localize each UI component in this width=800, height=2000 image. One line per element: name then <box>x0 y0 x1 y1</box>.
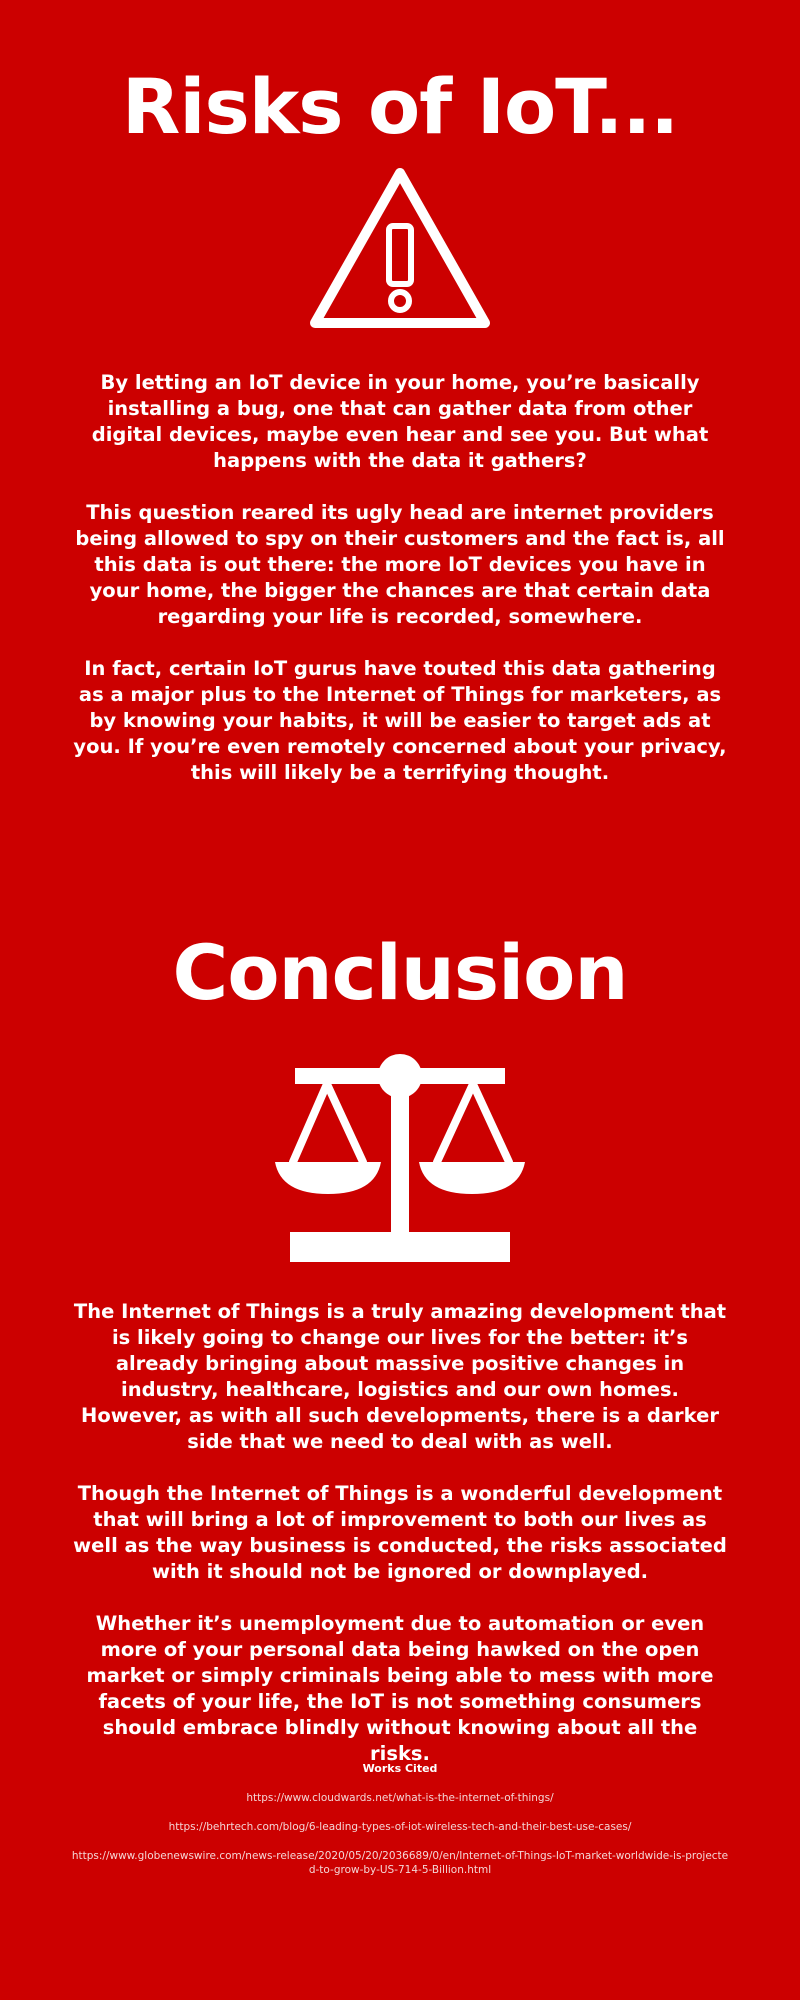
scale-icon <box>275 1052 525 1266</box>
citation-link[interactable]: https://www.cloudwards.net/what-is-the-internet-of-things/ <box>246 1792 554 1804</box>
works-cited-heading: Works Cited <box>362 1762 438 1775</box>
conclusion-paragraph: Whether it’s unemployment due to automation or even more of your personal data being hawked on the open market or simply criminals being able to mess with more facets of your life, the IoT is not something consumers should embrace blindly without knowing about all the risks. <box>86 1612 714 1765</box>
risks-paragraph: By letting an IoT device in your home, you’re basically installing a bug, one that can gather data from other digital devices, maybe even hear and see you. But what happens with the data it gathers? <box>91 371 709 472</box>
conclusion-title: Conclusion <box>172 928 628 1017</box>
warning-icon <box>305 163 495 333</box>
risks-paragraph: This question reared its ugly head are internet providers being allowed to spy on their customers and the fact is, all this data is out there: the more IoT devices you have in your home, the bigger the chances are that certain data regarding your life is recorded, somewhere. <box>75 501 725 628</box>
risks-paragraph: In fact, certain IoT gurus have touted this data gathering as a major plus to the Internet of Things for marketers, as by knowing your habits, it will be easier to target ads at you. If you’re even remotely concerned about your privacy, this will likely be a terrifying thought. <box>73 657 727 784</box>
citation-link[interactable]: https://www.globenewswire.com/news-release/2020/05/20/2036689/0/en/Internet-of-Things-IoT-market-worldwide-is-projected-to-grow-by-US-714-5-Billion.html <box>71 1850 729 1876</box>
conclusion-paragraph: Though the Internet of Things is a wonderful development that will bring a lot of improvement to both our lives as well as the way business is conducted, the risks associated with it should not be ignored or downplayed. <box>73 1482 727 1583</box>
conclusion-paragraphs <box>70 1299 730 1793</box>
conclusion-paragraph: The Internet of Things is a truly amazing development that is likely going to change our lives for the better: it’s already bringing about massive positive changes in industry, healthcare, logistics and our own homes. However, as with all such developments, there is a darker side that we need to deal with as well. <box>73 1300 727 1453</box>
works-cited-section <box>70 1762 730 1892</box>
risks-paragraphs <box>70 370 730 812</box>
citation-link[interactable]: https://behrtech.com/blog/6-leading-types-of-iot-wireless-tech-and-their-best-use-cases/ <box>168 1821 632 1833</box>
risks-title: Risks of IoT... <box>121 62 679 151</box>
